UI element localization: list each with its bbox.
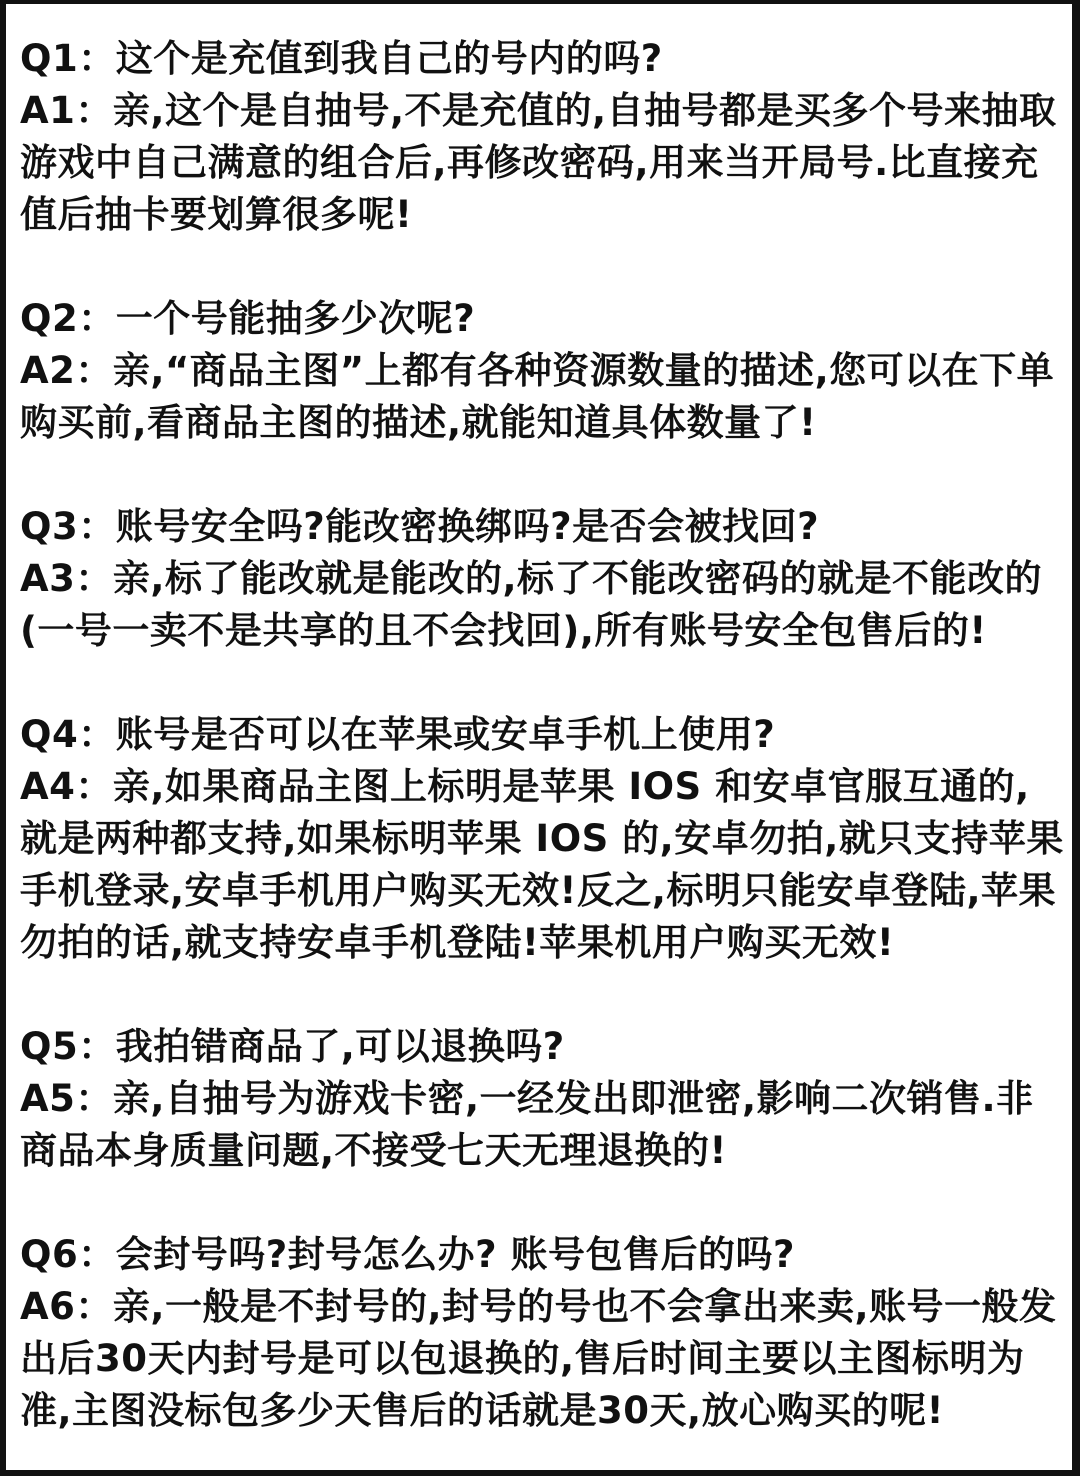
answer-label: A6： xyxy=(20,1285,113,1328)
question-text: 一个号能抽多少次呢? xyxy=(115,297,476,340)
faq-item-1 xyxy=(20,33,1066,241)
question-label: Q2： xyxy=(20,297,116,340)
question xyxy=(20,1021,1066,1073)
answer-text: 亲,标了能改就是能改的,标了不能改密码的就是不能改的(一号一卖不是共享的且不会找回),所有账号安全包售后的! xyxy=(20,557,1043,652)
answer xyxy=(20,1281,1066,1437)
faq-item-2 xyxy=(20,293,1066,449)
question-label: Q5： xyxy=(20,1025,116,1068)
faq-item-4 xyxy=(20,709,1066,969)
answer-label: A1： xyxy=(20,89,113,132)
question xyxy=(20,33,1066,85)
faq-page xyxy=(6,4,1072,1470)
faq-item-5 xyxy=(20,1021,1066,1177)
question-label: Q6： xyxy=(20,1233,116,1276)
question xyxy=(20,293,1066,345)
answer-text: 亲,一般是不封号的,封号的号也不会拿出来卖,账号一般发出后30天内封号是可以包退换的,售后时间主要以主图标明为准,主图没标包多少天售后的话就是30天,放心购买的呢! xyxy=(20,1285,1057,1432)
answer xyxy=(20,1073,1066,1177)
answer-text: 亲,自抽号为游戏卡密,一经发出即泄密,影响二次销售.非商品本身质量问题,不接受七天无理退换的! xyxy=(20,1077,1034,1172)
question-label: Q3： xyxy=(20,505,116,548)
question-text: 这个是充值到我自己的号内的吗? xyxy=(115,37,663,80)
question xyxy=(20,709,1066,761)
answer-text: 亲,这个是自抽号,不是充值的,自抽号都是买多个号来抽取游戏中自己满意的组合后,再修改密码,用来当开局号.比直接充值后抽卡要划算很多呢! xyxy=(20,89,1057,236)
question-text: 我拍错商品了,可以退换吗? xyxy=(115,1025,565,1068)
question-text: 会封号吗?封号怎么办? 账号包售后的吗? xyxy=(115,1233,795,1276)
answer-label: A4： xyxy=(20,765,113,808)
question-label: Q1： xyxy=(20,37,116,80)
question xyxy=(20,501,1066,553)
question-text: 账号是否可以在苹果或安卓手机上使用? xyxy=(115,713,776,756)
question xyxy=(20,1229,1066,1281)
answer-label: A5： xyxy=(20,1077,113,1120)
faq-item-3 xyxy=(20,501,1066,657)
answer-text: 亲,如果商品主图上标明是苹果 IOS 和安卓官服互通的,就是两种都支持,如果标明苹果 IOS 的,安卓勿拍,就只支持苹果手机登录,安卓手机用户购买无效!反之,标明只能安卓登陆,苹果勿拍的话,就支持安卓手机登陆!苹果机用户购买无效! xyxy=(20,765,1064,964)
answer xyxy=(20,553,1066,657)
answer-text: 亲,“商品主图”上都有各种资源数量的描述,您可以在下单购买前,看商品主图的描述,就能知道具体数量了! xyxy=(20,349,1055,444)
answer-label: A2： xyxy=(20,349,113,392)
question-label: Q4： xyxy=(20,713,116,756)
answer xyxy=(20,345,1066,449)
answer xyxy=(20,761,1066,969)
faq-item-6 xyxy=(20,1229,1066,1437)
answer-label: A3： xyxy=(20,557,113,600)
answer xyxy=(20,85,1066,241)
question-text: 账号安全吗?能改密换绑吗?是否会被找回? xyxy=(115,505,820,548)
